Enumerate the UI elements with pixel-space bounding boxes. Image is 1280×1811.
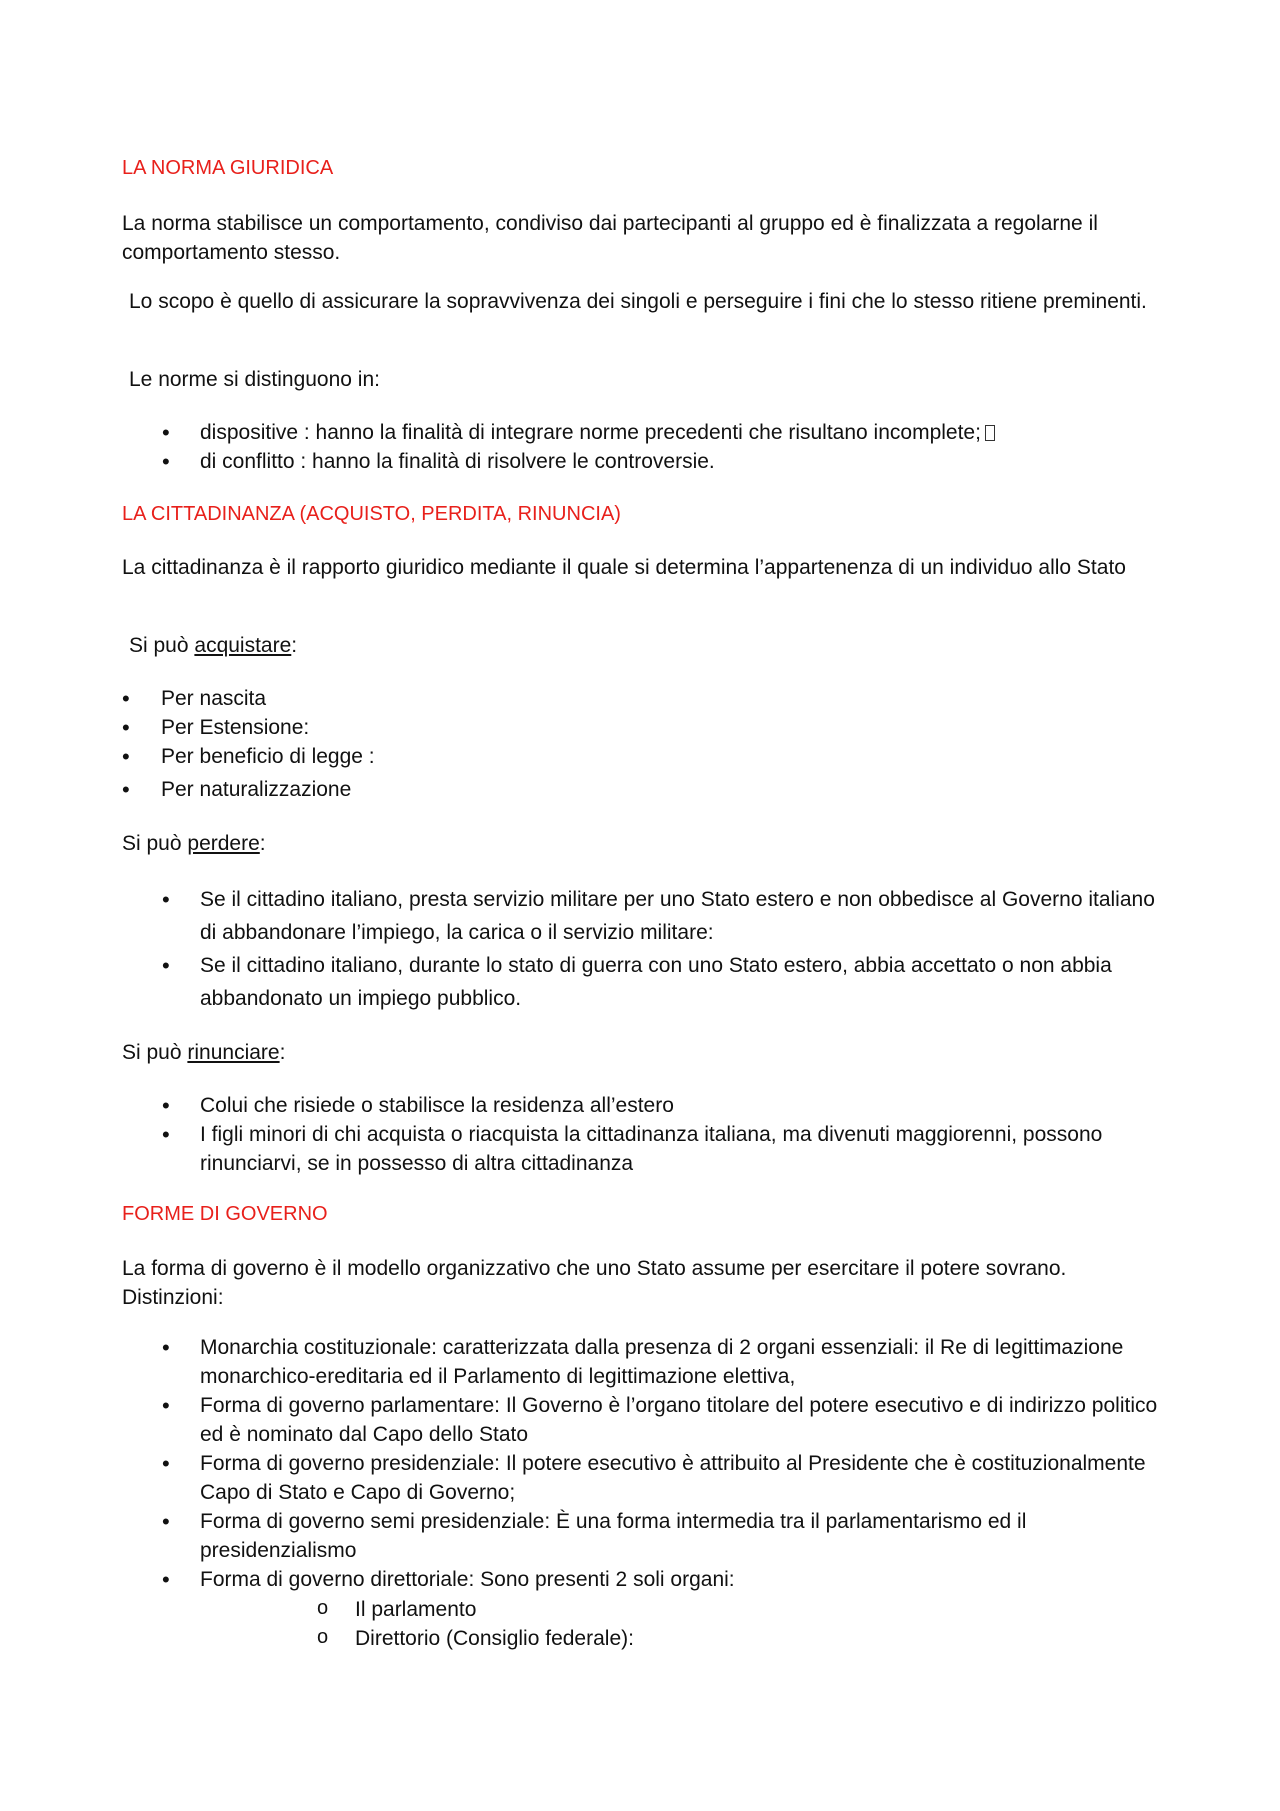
- sub-list-item: o Direttorio (Consiglio federale):: [122, 1624, 1162, 1653]
- section-title-forme-di-governo: FORME DI GOVERNO: [122, 1203, 328, 1225]
- list-item: • Monarchia costituzionale: caratterizzata dalla presenza di 2 organi essenziali: il Re di legittimazione monarchico-ereditaria ed il Parlamento di legittimazione elettiva,: [122, 1333, 1162, 1391]
- acquire-list: [122, 684, 1162, 804]
- direttoriale-sublist: [122, 1595, 1162, 1653]
- list-item: • dispositive : hanno la finalità di integrare norme precedenti che risultano incomplete;: [122, 418, 1162, 447]
- sub-list-item: o Il parlamento: [122, 1595, 1162, 1624]
- list-item: • Per naturalizzazione: [122, 775, 1162, 804]
- list-item: • Colui che risiede o stabilisce la residenza all’estero: [122, 1091, 1162, 1120]
- list-item: • Se il cittadino italiano, presta servizio militare per uno Stato estero e non obbedisce al Governo italiano di abbandonare l’impiego, la carica o il servizio militare:: [122, 883, 1162, 949]
- list-item: • di conflitto : hanno la finalità di risolvere le controversie.: [122, 447, 1162, 476]
- list-item: • Forma di governo direttoriale: Sono presenti 2 soli organi:: [122, 1565, 1162, 1594]
- paragraph: La cittadinanza è il rapporto giuridico mediante il quale si determina l’appartenenza di un individuo allo Stato: [122, 556, 1126, 579]
- paragraph: Le norme si distinguono in:: [129, 368, 380, 391]
- paragraph: La norma stabilisce un comportamento, condiviso dai partecipanti al gruppo ed è finalizzata a regolarne il comportamento stesso.: [122, 212, 1098, 264]
- list-item: • Per Estensione:: [122, 713, 1162, 742]
- list-item: • Forma di governo semi presidenziale: È una forma intermedia tra il parlamentarismo ed il presidenzialismo: [122, 1507, 1162, 1565]
- list-item: • Se il cittadino italiano, durante lo stato di guerra con uno Stato estero, abbia accettato o non abbia abbandonato un impiego pubblico.: [122, 949, 1162, 1015]
- list-item: • Forma di governo presidenziale: Il potere esecutivo è attribuito al Presidente che è costituzionalmente Capo di Stato e Capo di Governo;: [122, 1449, 1162, 1507]
- missing-glyph-icon: [985, 425, 995, 441]
- renounce-label: Si può rinunciare:: [122, 1041, 286, 1064]
- section-title-cittadinanza: LA CITTADINANZA (ACQUISTO, PERDITA, RINUNCIA): [122, 503, 621, 525]
- norme-list: [122, 418, 1162, 476]
- forme-governo-list: [122, 1333, 1162, 1594]
- section-title-norma-giuridica: LA NORMA GIURIDICA: [122, 157, 334, 179]
- list-item: • I figli minori di chi acquista o riacquista la cittadinanza italiana, ma divenuti maggiorenni, possono rinunciarvi, se in possesso di altra cittadinanza: [122, 1120, 1162, 1178]
- renounce-list: [122, 1091, 1162, 1178]
- lose-list: [122, 883, 1162, 1015]
- list-item: • Forma di governo parlamentare: Il Governo è l’organo titolare del potere esecutivo e di indirizzo politico ed è nominato dal Capo dello Stato: [122, 1391, 1162, 1449]
- list-item: • Per nascita: [122, 684, 1162, 713]
- lose-label: Si può perdere:: [122, 832, 266, 855]
- acquire-label: Si può acquistare:: [129, 634, 298, 657]
- list-item: • Per beneficio di legge :: [122, 742, 1162, 771]
- paragraph: La forma di governo è il modello organizzativo che uno Stato assume per esercitare il potere sovrano. Distinzioni:: [122, 1257, 1067, 1309]
- paragraph: Lo scopo è quello di assicurare la sopravvivenza dei singoli e perseguire i fini che lo stesso ritiene preminenti.: [129, 290, 1147, 313]
